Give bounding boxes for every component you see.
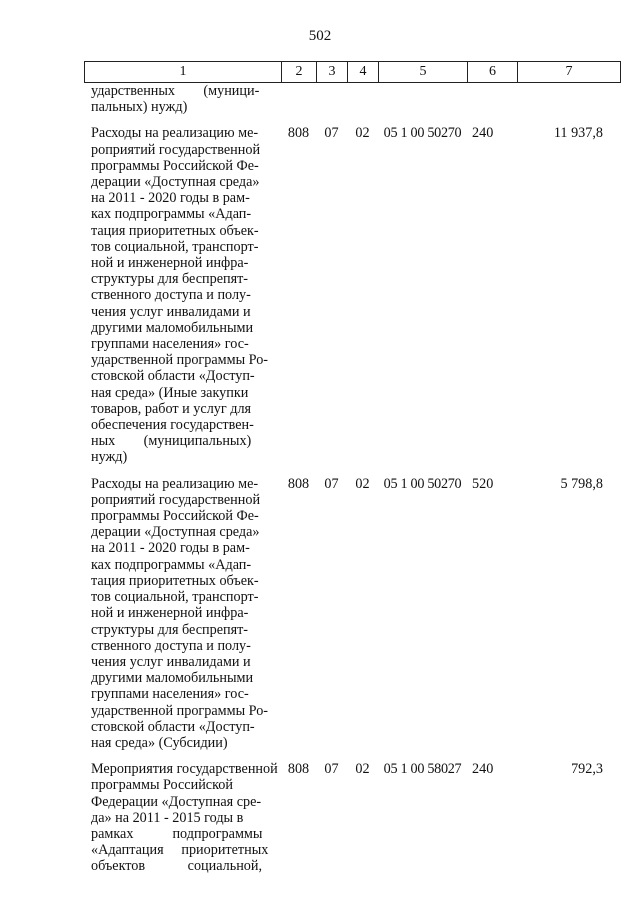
description-line: ударственной программы Ро-: [91, 352, 269, 369]
header-col-5: 5: [379, 62, 468, 82]
description-line: Мероприятия государственной: [91, 761, 278, 778]
header-col-2: 2: [282, 62, 317, 82]
description-line: ках подпрограммы «Адап-: [91, 206, 252, 223]
table-row: [84, 761, 620, 874]
description-line: Расходы на реализацию ме-: [91, 125, 259, 142]
description-line: программы Российской Фе-: [91, 157, 259, 174]
row-target-article: 05 1 00 50270: [383, 125, 462, 142]
row-target-article: 05 1 00 58027: [383, 761, 462, 778]
table-row: [84, 125, 620, 465]
description-line: дерации «Доступная среда»: [91, 524, 260, 541]
description-line: группами населения» гос-: [91, 686, 249, 703]
row-target-article: 05 1 00 50270: [383, 475, 462, 492]
header-col-6: 6: [468, 62, 518, 82]
row-description: [84, 476, 281, 751]
description-line: роприятий государственной: [91, 491, 261, 508]
description-line: ная среда» (Иные закупки: [91, 384, 249, 401]
table-row: [84, 476, 620, 751]
description-line: тация приоритетных объек-: [91, 572, 259, 589]
row-amount: 11 937,8: [553, 125, 603, 142]
description-line: нужд): [91, 449, 128, 466]
description-line: чения услуг инвалидами и: [91, 653, 251, 670]
row-section-code: 07: [324, 475, 339, 492]
page-number: 502: [308, 28, 332, 44]
description-line: рамках подпрограммы: [91, 825, 263, 842]
description-line: структуры для беспрепят-: [91, 271, 249, 288]
row-expense-type: 240: [472, 125, 494, 142]
row-description: [84, 761, 281, 874]
description-line: объектов социальной,: [91, 858, 263, 875]
description-line: ная среда» (Субсидии): [91, 734, 228, 751]
description-line: товаров, работ и услуг для: [91, 400, 252, 417]
description-line: ственного доступа и полу-: [91, 287, 251, 304]
row-chapter-code: 808: [287, 125, 310, 142]
description-line: обеспечения государствен-: [91, 417, 254, 434]
description-line: программы Российской Фе-: [91, 508, 259, 525]
description-line: структуры для беспрепят-: [91, 621, 249, 638]
row-chapter-code: 808: [287, 475, 310, 492]
description-line: стовской области «Доступ-: [91, 718, 255, 735]
table-header-row: [84, 61, 621, 83]
description-line: да» на 2011 - 2015 годы в: [91, 809, 244, 826]
description-line: тов социальной, транспорт-: [91, 238, 259, 255]
row-subsection-code: 02: [355, 125, 370, 142]
row-section-code: 07: [324, 125, 339, 142]
description-line: ударственной программы Ро-: [91, 702, 269, 719]
table-row: [84, 83, 620, 115]
description-line: группами населения» гос-: [91, 336, 249, 353]
description-line: ударственных (муници-: [91, 83, 260, 99]
row-description: [84, 125, 281, 465]
row-subsection-code: 02: [355, 761, 370, 778]
description-line: «Адаптация приоритетных: [91, 842, 269, 859]
row-chapter-code: 808: [287, 761, 310, 778]
description-line: ной и инженерной инфра-: [91, 605, 249, 622]
header-col-4: 4: [348, 62, 379, 82]
description-line: на 2011 - 2020 годы в рам-: [91, 190, 250, 207]
row-amount: 5 798,8: [560, 475, 603, 492]
description-line: дерации «Доступная среда»: [91, 174, 260, 191]
description-line: чения услуг инвалидами и: [91, 303, 251, 320]
description-line: тов социальной, транспорт-: [91, 589, 259, 606]
description-line: пальных) нужд): [91, 99, 188, 116]
description-line: ных (муниципальных): [91, 433, 252, 450]
header-col-3: 3: [317, 62, 348, 82]
row-description: [84, 83, 281, 115]
row-expense-type: 240: [472, 761, 494, 778]
description-line: стовской области «Доступ-: [91, 368, 255, 385]
header-col-7: 7: [518, 62, 621, 82]
row-expense-type: 520: [472, 475, 494, 492]
description-line: ках подпрограммы «Адап-: [91, 556, 252, 573]
description-line: Расходы на реализацию ме-: [91, 475, 259, 492]
description-line: другими маломобильными: [91, 670, 254, 687]
description-line: ственного доступа и полу-: [91, 637, 251, 654]
row-section-code: 07: [324, 761, 339, 778]
description-line: другими маломобильными: [91, 319, 254, 336]
row-amount: 792,3: [571, 761, 603, 778]
description-line: роприятий государственной: [91, 141, 261, 158]
description-line: тация приоритетных объек-: [91, 222, 259, 239]
description-line: ной и инженерной инфра-: [91, 255, 249, 272]
description-line: программы Российской: [91, 777, 233, 794]
header-col-1: 1: [85, 62, 282, 82]
row-subsection-code: 02: [355, 475, 370, 492]
table-body: [84, 83, 620, 885]
description-line: на 2011 - 2020 годы в рам-: [91, 540, 250, 557]
description-line: Федерации «Доступная сре-: [91, 793, 262, 810]
